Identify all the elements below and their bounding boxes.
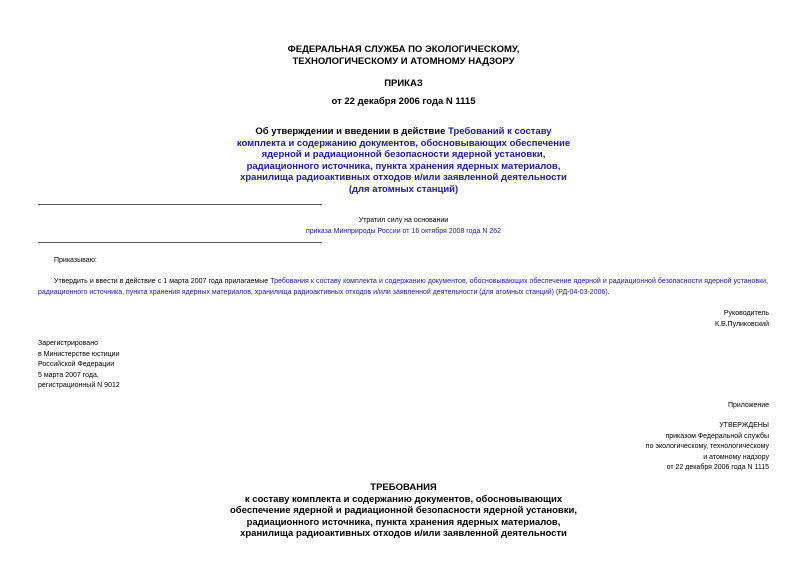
subject-line-2[interactable]: комплекта и содержанию документов, обосновывающих обеспечение [236, 137, 571, 149]
order-word: Приказываю: [54, 257, 97, 264]
registration-line: регистрационный N 9012 [38, 382, 120, 389]
subject-prefix: Об утверждении и введении в действие [255, 126, 448, 137]
requirements-link[interactable]: Требований к составу [448, 126, 552, 137]
requirements-line: хранилища радиоактивных отходов и/или заявленной деятельности [240, 528, 567, 539]
approval-line: приказом Федеральной службы [665, 432, 769, 440]
registration-line: Зарегистрировано [38, 340, 98, 347]
requirements-heading [0, 482, 807, 540]
subject-line-4[interactable]: радиационного источника, пункта хранения ядерных материалов, [246, 160, 561, 172]
agency-name [0, 44, 807, 67]
para-suffix: . [607, 289, 610, 296]
para-requirements-link[interactable]: Требования к составу комплекта и содержанию документов, обосновывающих обеспечение ядерной и радиационной безопасности ядерной установки, радиационного источника, пункта хранения ядерных материалов, хранилища радиоактивных отходов и/или заявленной деятельности (для атомных станций) (РД-04-03-2006) [38, 278, 768, 296]
registration-line: 5 марта 2007 года, [38, 371, 99, 379]
subject-line-1 [0, 126, 807, 138]
approval-block [646, 421, 769, 474]
signature-name: К.Б.Пуликовский [715, 320, 769, 328]
repeal-order-link[interactable]: приказа Минприроды России от 16 октября 2008 года N 262 [305, 228, 502, 235]
requirements-title: ТРЕБОВАНИЯ [370, 482, 437, 493]
signature-title: Руководитель [723, 310, 769, 317]
order-subject [0, 126, 807, 195]
status-note: Утратил силу на основании [358, 217, 449, 224]
para-prefix: Утвердить и ввести в действие с 1 марта 2007 года прилагаемые [54, 278, 271, 285]
subject-line-5[interactable]: хранилища радиоактивных отходов и/или заявленной деятельности [240, 172, 567, 183]
registration-info [38, 339, 120, 392]
doc-type: ПРИКАЗ [384, 78, 423, 89]
signature [715, 309, 769, 330]
approval-line: по экологическому, технологическому [645, 443, 769, 450]
registration-line: Российской Федерации [38, 361, 115, 368]
agency-line-1: ФЕДЕРАЛЬНАЯ СЛУЖБА ПО ЭКОЛОГИЧЕСКОМУ, [287, 44, 520, 55]
subject-line-6[interactable]: (для атомных станций) [348, 183, 459, 195]
requirements-line: обеспечение ядерной и радиационной безопасности ядерной установки, [230, 505, 577, 516]
order-paragraph [38, 276, 768, 298]
divider-top [38, 204, 322, 205]
doc-date-number: от 22 декабря 2006 года N 1115 [331, 96, 476, 107]
requirements-line: радиационного источника, пункта хранения ядерных материалов, [246, 516, 561, 528]
appendix-label: Приложение [727, 402, 769, 409]
requirements-line: к составу комплекта и содержанию документов, обосновывающих [244, 493, 563, 505]
registration-line: в Министерстве юстиции [38, 350, 120, 358]
subject-line-3[interactable]: ядерной и радиационной безопасности ядерной установки, [261, 149, 546, 160]
approved-word: УТВЕРЖДЕНЫ [719, 422, 769, 429]
approval-line: и атомному надзору [703, 453, 769, 461]
approval-line: от 22 декабря 2006 года N 1115 [666, 464, 769, 471]
agency-line-2: ТЕХНОЛОГИЧЕСКОМУ И АТОМНОМУ НАДЗОРУ [292, 55, 515, 67]
divider-bottom [38, 242, 322, 243]
